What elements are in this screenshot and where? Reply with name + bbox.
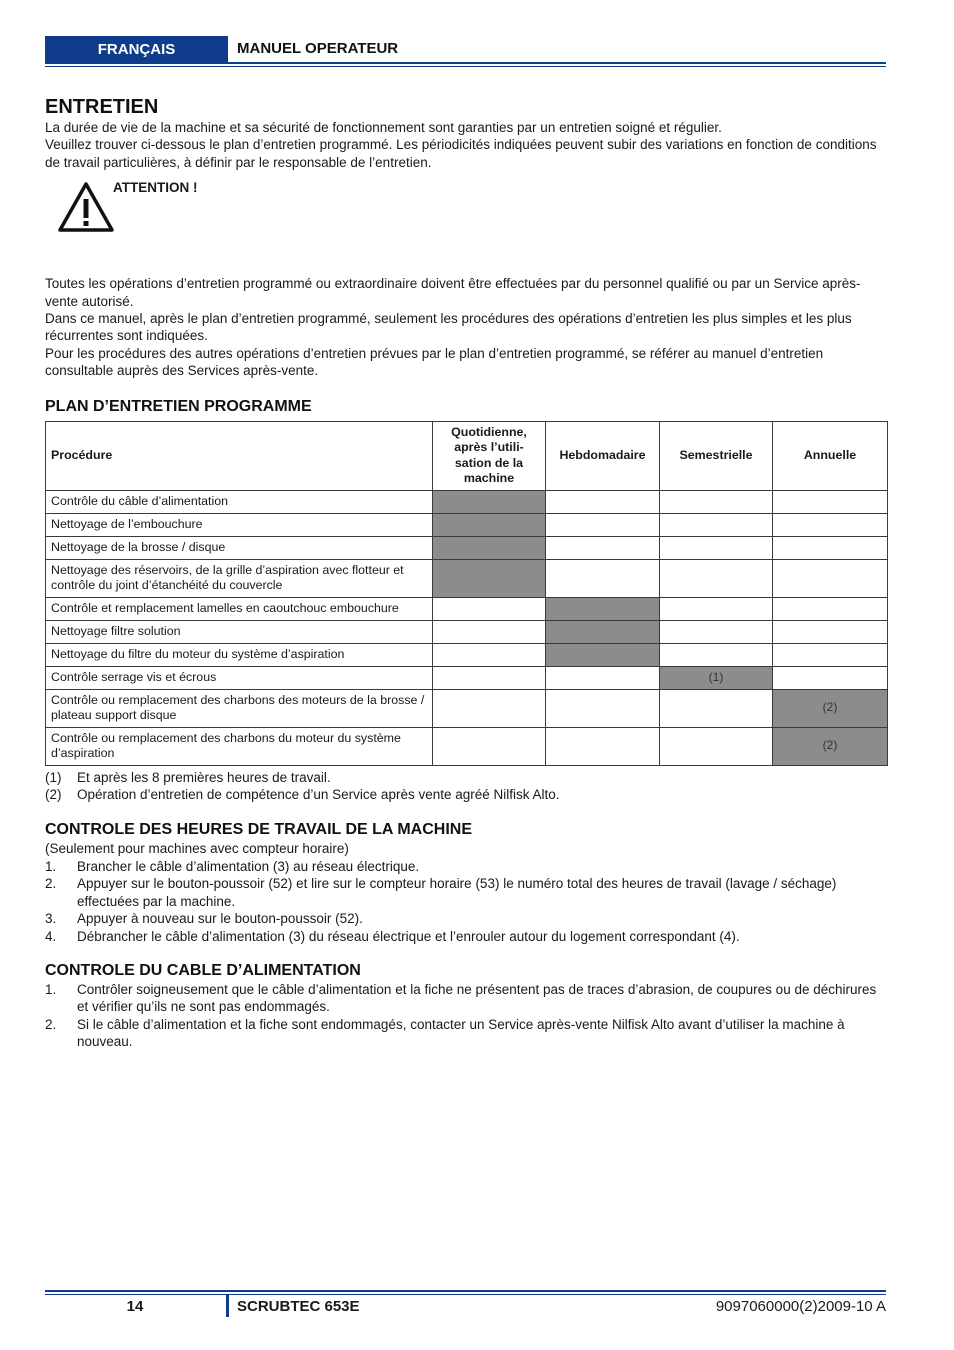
table-body bbox=[46, 490, 888, 765]
frequency-cell bbox=[546, 559, 660, 597]
procedure-cell: Contrôle ou remplacement des charbons des moteurs de la brosse / plateau support disque bbox=[46, 689, 433, 727]
frequency-cell bbox=[433, 620, 546, 643]
frequency-cell: (2) bbox=[773, 727, 888, 765]
step-text: Appuyer à nouveau sur le bouton-poussoir (52). bbox=[77, 911, 363, 927]
frequency-cell bbox=[773, 597, 888, 620]
manual-title: MANUEL OPERATEUR bbox=[237, 40, 399, 57]
note-1 bbox=[45, 769, 887, 786]
frequency-cell bbox=[773, 490, 888, 513]
warning-paragraph-3: Pour les procédures des autres opérations d’entretien prévues par le plan d’entretien programmé, se référer au manuel d’entretien consultable auprès des Services après-vente. bbox=[45, 345, 824, 379]
frequency-cell bbox=[433, 513, 546, 536]
frequency-cell bbox=[546, 689, 660, 727]
table-row bbox=[46, 727, 888, 765]
list-item bbox=[45, 981, 887, 1016]
frequency-cell bbox=[433, 597, 546, 620]
step-text: Débrancher le câble d’alimentation (3) du réseau électrique et l’enrouler autour du logement correspondant (4). bbox=[77, 928, 740, 944]
frequency-cell bbox=[433, 689, 546, 727]
warning-paragraph-1: Toutes les opérations d’entretien programmé ou extraordinaire doivent être effectuées par du personnel qualifié ou par un Service après-vente autorisé. bbox=[45, 276, 861, 309]
step-number: 2. bbox=[45, 876, 57, 892]
hours-steps bbox=[45, 858, 887, 945]
page-header bbox=[45, 36, 886, 62]
frequency-cell bbox=[546, 727, 660, 765]
frequency-cell bbox=[433, 666, 546, 689]
step-number: 3. bbox=[45, 911, 57, 927]
list-item bbox=[45, 875, 887, 910]
frequency-cell bbox=[546, 490, 660, 513]
frequency-cell bbox=[660, 689, 773, 727]
frequency-cell bbox=[546, 620, 660, 643]
procedure-cell: Contrôle ou remplacement des charbons du moteur du système d’aspiration bbox=[46, 727, 433, 765]
table-row bbox=[46, 490, 888, 513]
warning-triangle-icon bbox=[57, 181, 115, 233]
column-header-daily: Quotidienne, après l’utili- sation de la machine bbox=[433, 421, 546, 490]
frequency-cell bbox=[660, 513, 773, 536]
column-header-semiannual: Semestrielle bbox=[660, 421, 773, 490]
frequency-cell bbox=[660, 490, 773, 513]
table-header-row bbox=[46, 421, 888, 490]
header-rule-thin bbox=[45, 66, 886, 67]
page-content bbox=[45, 95, 887, 1051]
cable-steps bbox=[45, 981, 887, 1051]
frequency-cell bbox=[660, 597, 773, 620]
frequency-cell bbox=[433, 727, 546, 765]
procedure-cell: Nettoyage de la brosse / disque bbox=[46, 536, 433, 559]
table-row bbox=[46, 620, 888, 643]
section-title: ENTRETIEN bbox=[45, 96, 159, 118]
list-item bbox=[45, 910, 887, 927]
frequency-cell: (2) bbox=[773, 689, 888, 727]
table-row bbox=[46, 689, 888, 727]
list-item bbox=[45, 858, 887, 875]
intro-paragraph-1: La durée de vie de la machine et sa sécurité de fonctionnement sont garanties par un entretien soigné et régulier. bbox=[45, 120, 722, 135]
procedure-cell: Nettoyage du filtre du moteur du système d’aspiration bbox=[46, 643, 433, 666]
frequency-cell bbox=[433, 643, 546, 666]
warning-paragraph-2: Dans ce manuel, après le plan d’entretien programmé, seulement les procédures des opérations d’entretien les plus simples et les plus récurrentes sont indiquées. bbox=[45, 311, 852, 344]
step-number: 1. bbox=[45, 981, 57, 997]
model-name: SCRUBTEC 653E bbox=[237, 1298, 360, 1315]
frequency-cell bbox=[773, 559, 888, 597]
frequency-cell bbox=[546, 513, 660, 536]
frequency-cell bbox=[773, 620, 888, 643]
procedure-cell: Contrôle serrage vis et écrous bbox=[46, 666, 433, 689]
note-key: (1) bbox=[45, 769, 62, 785]
frequency-cell bbox=[773, 643, 888, 666]
procedure-cell: Nettoyage des réservoirs, de la grille d’aspiration avec flotteur et contrôle du joint d’étanchéité du couvercle bbox=[46, 559, 433, 597]
cable-title: CONTROLE DU CABLE D’ALIMENTATION bbox=[45, 961, 361, 979]
frequency-cell bbox=[433, 490, 546, 513]
language-badge: FRANÇAIS bbox=[45, 36, 228, 62]
procedure-cell: Nettoyage de l’embouchure bbox=[46, 513, 433, 536]
frequency-cell bbox=[546, 643, 660, 666]
frequency-cell bbox=[773, 666, 888, 689]
header-rule bbox=[45, 62, 886, 64]
column-header-procedure: Procédure bbox=[46, 421, 433, 490]
page-footer bbox=[45, 1290, 886, 1330]
procedure-cell: Contrôle du câble d’alimentation bbox=[46, 490, 433, 513]
step-text: Brancher le câble d’alimentation (3) au réseau électrique. bbox=[77, 858, 420, 874]
list-item bbox=[45, 928, 887, 945]
hours-title: CONTROLE DES HEURES DE TRAVAIL DE LA MACHINE bbox=[45, 821, 472, 839]
frequency-cell bbox=[660, 559, 773, 597]
procedure-cell: Nettoyage filtre solution bbox=[46, 620, 433, 643]
table-row bbox=[46, 513, 888, 536]
table-row bbox=[46, 643, 888, 666]
frequency-cell bbox=[773, 536, 888, 559]
frequency-cell bbox=[433, 536, 546, 559]
frequency-cell bbox=[660, 536, 773, 559]
list-item bbox=[45, 1016, 887, 1051]
frequency-cell bbox=[546, 597, 660, 620]
intro-paragraph-2: Veuillez trouver ci-dessous le plan d’entretien programmé. Les périodicités indiquées peuvent subir des variations en fonction de conditions de travail particulières, à définir par le responsable de l’entretien. bbox=[45, 137, 877, 170]
step-text: Contrôler soigneusement que le câble d’alimentation et la fiche ne présentent pas de traces d’abrasion, de coupures ou de déchirures et vérifier qu’ils ne sont pas endommagés. bbox=[77, 981, 877, 1015]
step-number: 1. bbox=[45, 858, 57, 874]
frequency-cell bbox=[660, 643, 773, 666]
note-2 bbox=[45, 786, 887, 803]
step-number: 4. bbox=[45, 928, 57, 944]
column-header-weekly: Hebdomadaire bbox=[546, 421, 660, 490]
frequency-cell bbox=[660, 727, 773, 765]
table-notes bbox=[45, 769, 887, 804]
footer-separator bbox=[226, 1295, 229, 1317]
warning-block bbox=[45, 179, 887, 275]
table-row bbox=[46, 559, 888, 597]
warning-label: ATTENTION ! bbox=[113, 180, 198, 196]
frequency-cell bbox=[773, 513, 888, 536]
procedure-cell: Contrôle et remplacement lamelles en caoutchouc embouchure bbox=[46, 597, 433, 620]
frequency-cell bbox=[660, 620, 773, 643]
footer-rule bbox=[45, 1290, 886, 1292]
note-text: Et après les 8 premières heures de travail. bbox=[77, 769, 331, 785]
table-row bbox=[46, 666, 888, 689]
maintenance-plan-table bbox=[45, 421, 888, 766]
step-text: Si le câble d’alimentation et la fiche sont endommagés, contacter un Service après-vente Nilfisk Alto avant d’utiliser la machine à nouveau. bbox=[77, 1016, 845, 1050]
plan-title: PLAN D’ENTRETIEN PROGRAMME bbox=[45, 397, 312, 415]
frequency-cell: (1) bbox=[660, 666, 773, 689]
step-text: Appuyer sur le bouton-poussoir (52) et lire sur le compteur horaire (53) le numéro total des heures de travail (lavage / séchage) effectuées par la machine. bbox=[77, 876, 837, 909]
note-text: Opération d’entretien de compétence d’un Service après vente agréé Nilfisk Alto. bbox=[77, 787, 560, 803]
frequency-cell bbox=[433, 559, 546, 597]
step-number: 2. bbox=[45, 1016, 57, 1032]
column-header-annual: Annuelle bbox=[773, 421, 888, 490]
note-key: (2) bbox=[45, 787, 62, 803]
document-code: 9097060000(2)2009-10 A bbox=[715, 1298, 886, 1315]
hours-subtitle: (Seulement pour machines avec compteur horaire) bbox=[45, 841, 349, 857]
table-row bbox=[46, 536, 888, 559]
table-row bbox=[46, 597, 888, 620]
page-number: 14 bbox=[126, 1298, 144, 1315]
frequency-cell bbox=[546, 666, 660, 689]
frequency-cell bbox=[546, 536, 660, 559]
